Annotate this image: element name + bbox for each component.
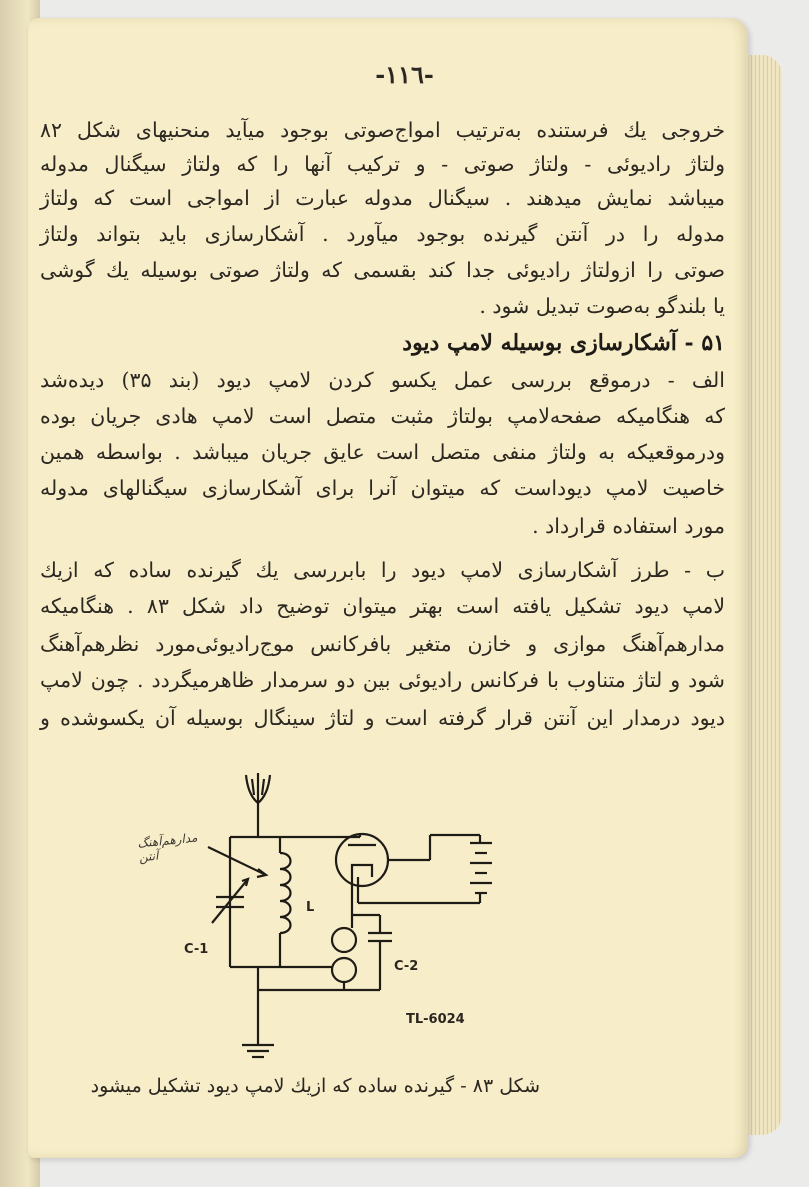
text-line: میباشد نمایش میدهند . سیگنال مدوله عبارت از امواجی است که ولتاژ [40, 186, 725, 210]
page-number: -۱۱٦- [375, 60, 434, 89]
text-line: که هنگامیکه صفحه‌لامپ بولتاژ مثبت متصل است لامپ هادی جریان بوده [40, 404, 725, 428]
text-line: خروجی یك فرستنده به‌ترتیب امواج‌صوتی بوجود میآید منحنیهای شکل ۸۲ [40, 118, 725, 142]
text-line: مورد استفاده قرارداد . [532, 514, 725, 538]
text-line: مدارهم‌آهنگ موازی و خازن متغیر بافرکانس موج‌رادیوئی‌مورد نظرهم‌آهنگ [40, 632, 725, 656]
figure-caption: شکل ۸۳ - گیرنده ساده که ازیك لامپ دیود تشکیل میشود [90, 1075, 540, 1097]
text-line: دیود درمدار این آنتن قرار گرفته است و لتاژ سینگال بوسیله آن یکسوشده و [40, 706, 725, 730]
text-line: شود و لتاژ متناوب با فرکانس رادیوئی بین دو سرمدار ظاهرمیگردد . چون لامپ [40, 668, 725, 692]
handwritten-note: مدارهم‌آهنگ آنتن [136, 830, 199, 865]
text-line: الف - درموقع بررسی عمل یکسو کردن لامپ دیود (بند ۳۵) دیده‌شد [40, 368, 725, 392]
battery-icon [470, 843, 492, 893]
section-title: ۵۱ - آشکارسازی بوسیله لامپ دیود [402, 330, 725, 356]
headphones-icon [332, 915, 356, 982]
antenna-icon [246, 773, 270, 813]
c2-label: C-2 [394, 959, 419, 974]
text-line: خاصیت لامپ دیوداست که میتوان آنرا برای آشکارسازی سیگنالهای مدوله [40, 476, 725, 500]
inductor-label: L [306, 900, 315, 915]
text-line: ولتاژ رادیوئی - ولتاژ صوتی - و ترکیب آنها را که ولتاژ سیگنال مدوله [40, 152, 725, 176]
inductor-icon [280, 837, 291, 967]
diode-tube-icon [336, 834, 388, 886]
c1-label: C-1 [184, 942, 209, 957]
text-line: ب - طرز آشکارسازی لامپ دیود را بابررسی یك گیرنده ساده که ازیك [40, 558, 725, 582]
text-line: مدوله را در آنتن گیرنده بوجود میآورد . آشکارسازی باید بتواند ولتاژ [40, 222, 725, 246]
text-line: صوتی را ازولتاژ رادیوئی جدا کند بقسمی که ولتاژ صوتی بوسیله یك گوشی [40, 258, 725, 282]
text-line: یا بلندگو به‌صوت تبدیل شود . [479, 294, 725, 318]
text-line: لامپ دیود تشکیل یافته است بهتر میتوان توضیح داد شکل ۸۳ . هنگامیکه [40, 594, 726, 618]
drawing-code: TL-6024 [406, 1012, 465, 1027]
capacitor-icon [368, 915, 392, 990]
diode-receiver-circuit [130, 765, 510, 1080]
text-line: ودرموقعیکه به ولتاژ منفی متصل است عایق جریان میباشد . بواسطه همین [40, 440, 725, 464]
ground-icon [242, 1045, 274, 1057]
